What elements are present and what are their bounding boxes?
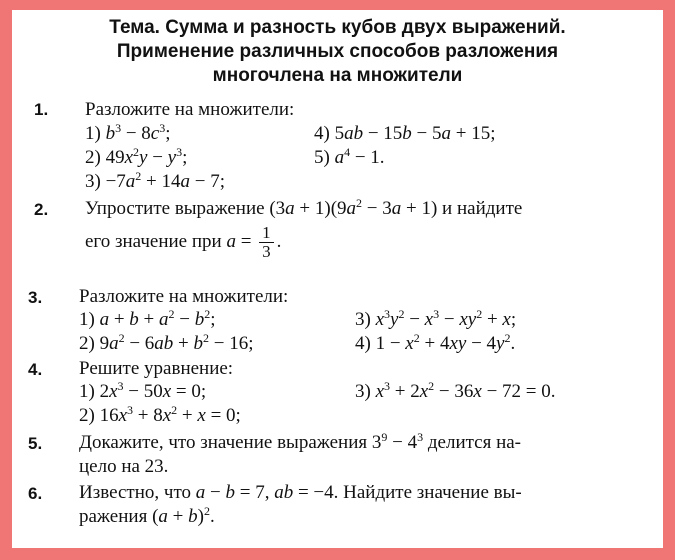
worksheet bbox=[12, 10, 663, 548]
task-2-number: 2. bbox=[34, 200, 49, 219]
topic-line-2: Применение различных способов разложения bbox=[116, 41, 559, 62]
task-5-number: 5. bbox=[28, 434, 43, 453]
task-5-line-2: цело на 23. bbox=[79, 456, 169, 477]
task-3-item-4: 4) $1 - x^2 + 4xy - 4y^2$. bbox=[355, 331, 516, 354]
task-1-item-3: $3) -7a^2 + 14a - 7$; bbox=[85, 169, 226, 192]
task-1-prompt: Разложите на множители: bbox=[85, 99, 295, 120]
task-1-number: 1. bbox=[34, 100, 49, 119]
task-5-line-1: Докажите, что значение выражения $3^9 - 4^3$ делится на- bbox=[79, 430, 521, 453]
task-3-item-3: 3) $x^3y^2 - x^3 - xy^2 + x$; bbox=[355, 307, 517, 330]
task-3-item-2: 2) $9a^2 - 6ab + b^2 - 16$; bbox=[79, 331, 254, 354]
task-4-item-2: 2) $16x^3 + 8x^2 + x = 0$; bbox=[79, 403, 241, 426]
task-4-item-3: 3) $x^3 + 2x^2 - 36x - 72 = 0$. bbox=[355, 379, 556, 402]
task-2-fraction: $\frac{1}{3}$ bbox=[259, 224, 274, 261]
task-6-line-1: Известно, что a − b = 7, ab = −4. Найдите значение вы- bbox=[79, 482, 522, 503]
task-6-number: 6. bbox=[28, 484, 43, 503]
task-2-line-1: Упростите выражение $(3a + 1)(9a^2 - 3a + 1)$ и найдите bbox=[85, 196, 523, 219]
task-4-number: 4. bbox=[28, 360, 43, 379]
task-4-item-1: 1) $2x^3 - 50x = 0$; bbox=[79, 379, 207, 402]
task-6-line-2: ражения $(a + b)^2$. bbox=[79, 504, 215, 527]
topic-line-1: Тема. Сумма и разность кубов двух выражений. bbox=[109, 17, 566, 38]
task-3-number: 3. bbox=[28, 288, 43, 307]
task-4-prompt: Решите уравнение: bbox=[79, 358, 234, 379]
task-3-prompt: Разложите на множители: bbox=[79, 286, 289, 307]
topic-heading bbox=[12, 16, 663, 88]
task-1-item-4: 4) 5ab − 15b − 5a + 15; bbox=[314, 123, 496, 144]
task-1-item-5: 5) $a^4 - 1$. bbox=[314, 145, 385, 168]
task-1-item-1: 1) $b^3 - 8c^3$; bbox=[85, 121, 171, 144]
topic-line-3: многочлена на множители bbox=[212, 65, 463, 86]
task-3-item-1: 1) $a + b + a^2 - b^2$; bbox=[79, 307, 216, 330]
task-1-item-2: 2) $49x^2y - y^3$; bbox=[85, 145, 188, 168]
task-2-line-2: его значение при a = $\frac{1}{3}$ . bbox=[85, 223, 282, 261]
